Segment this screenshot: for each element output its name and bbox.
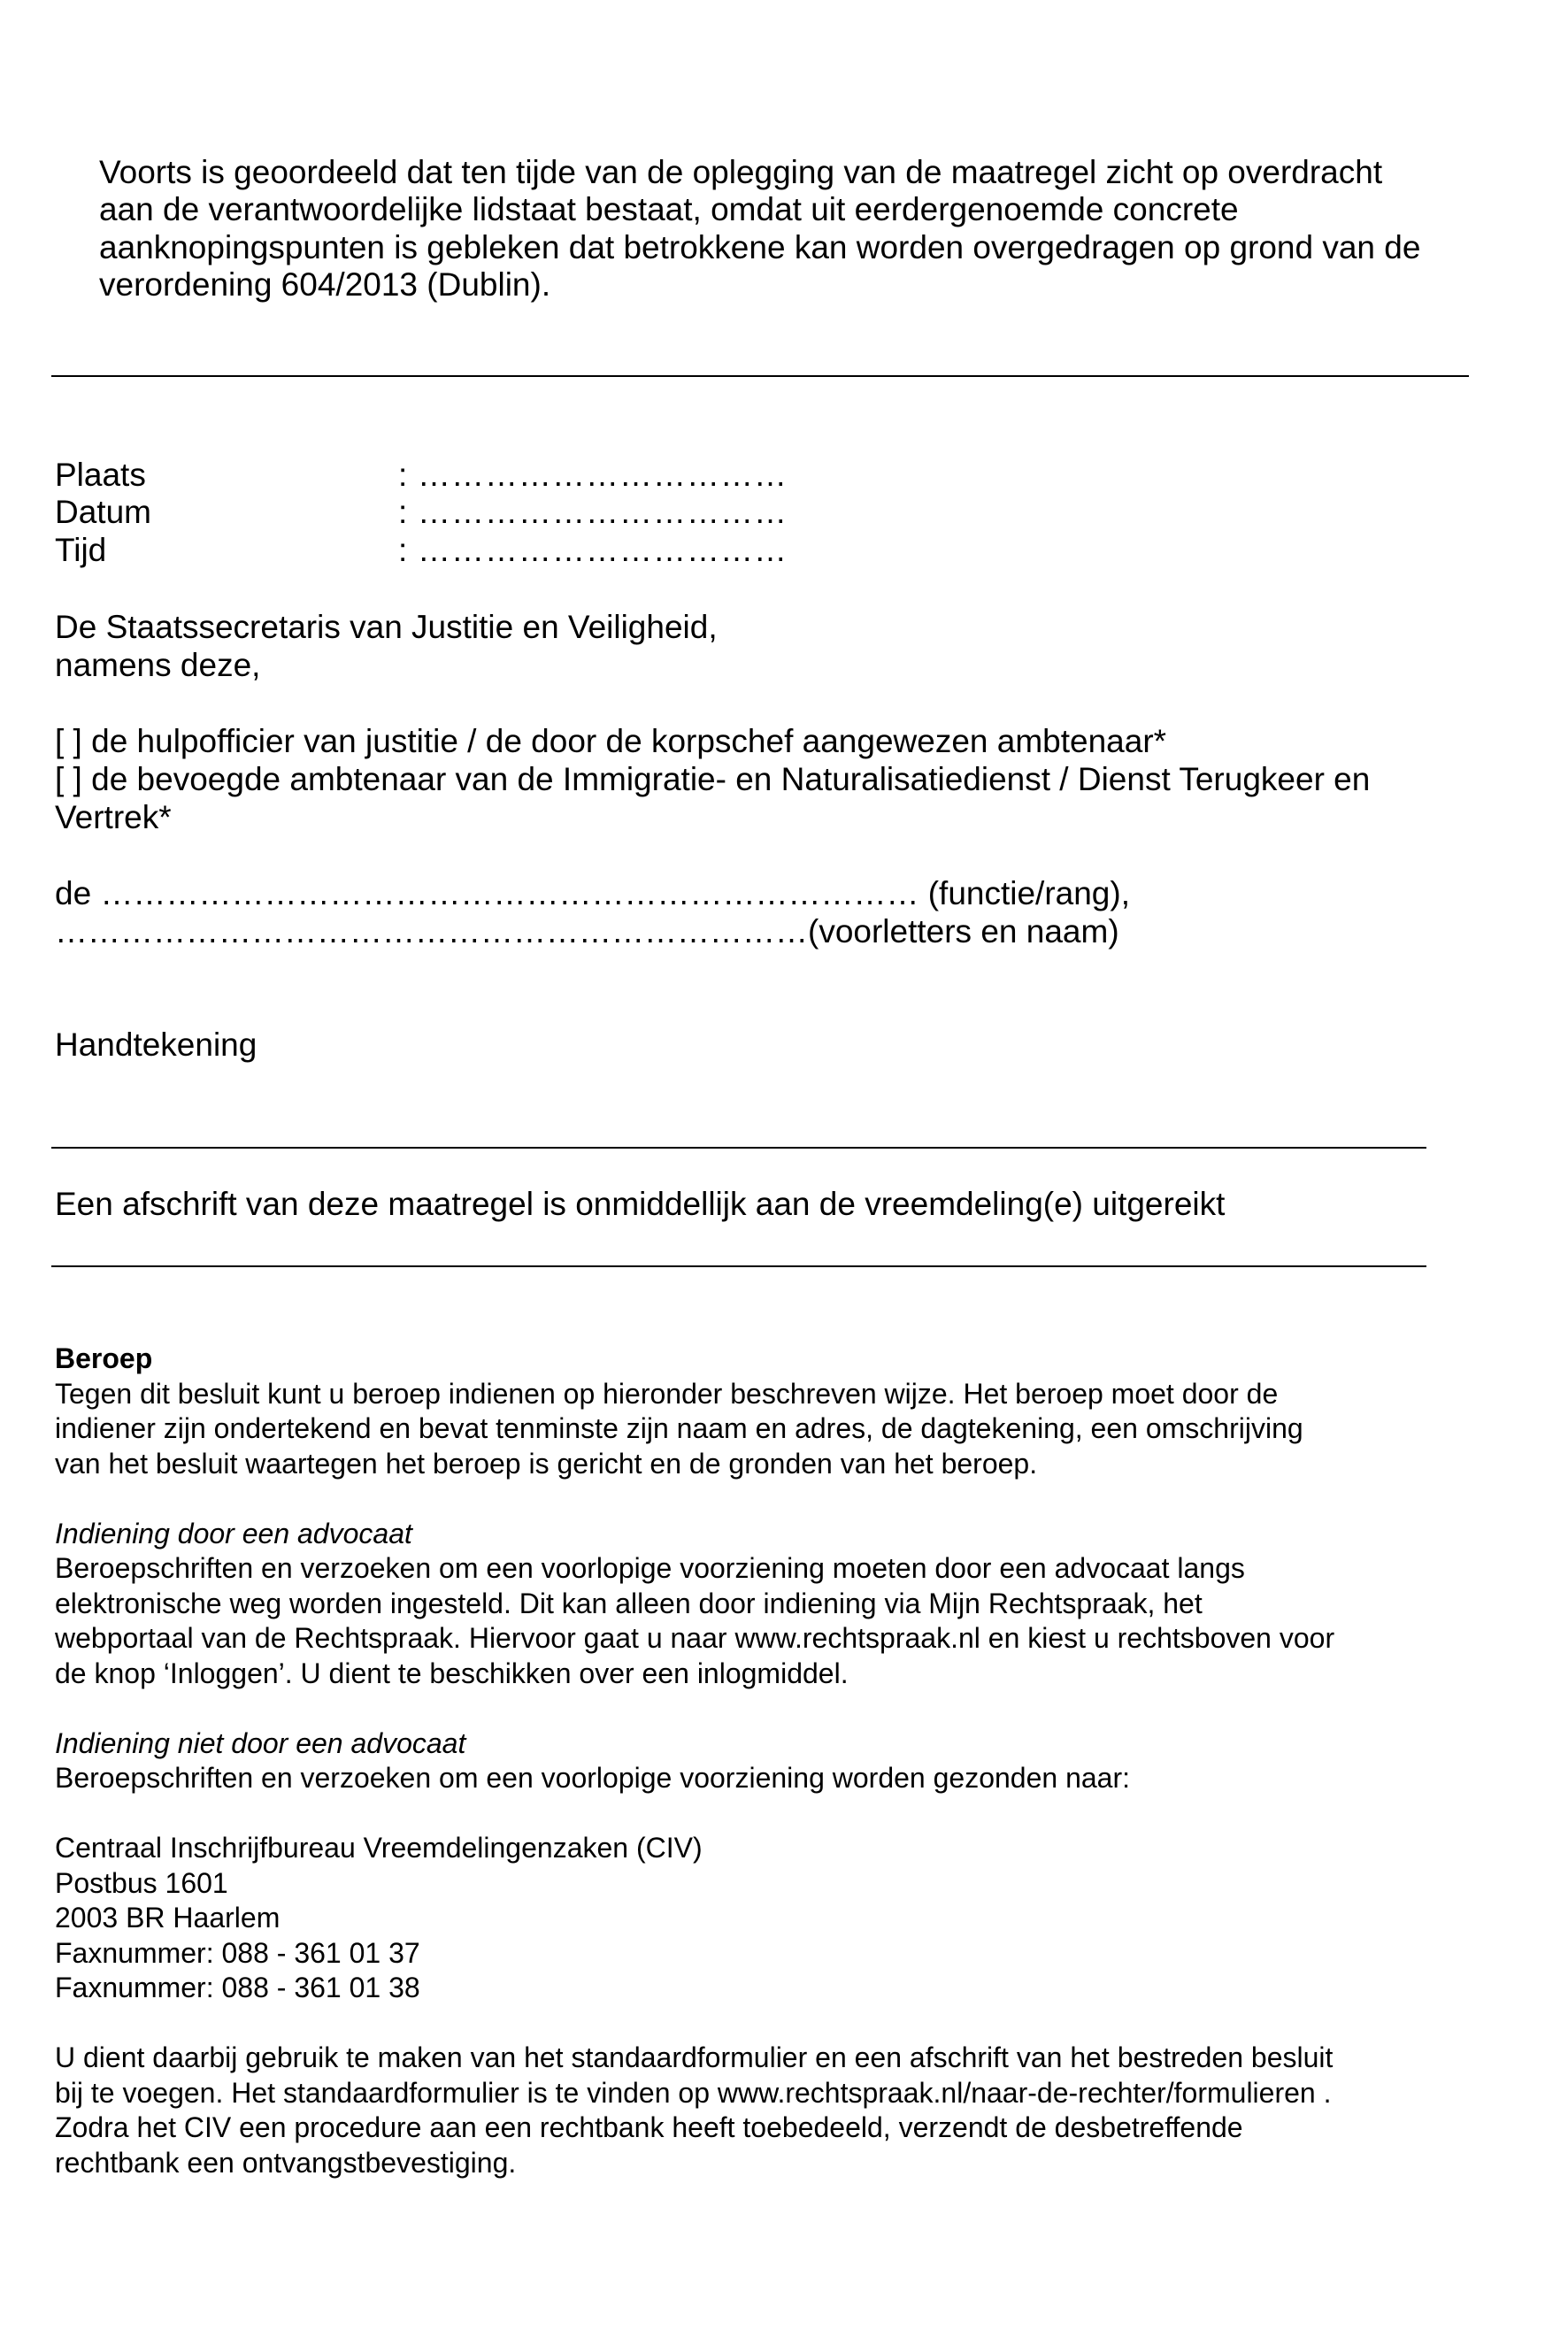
nonlawyer-heading: Indiening niet door een advocaat bbox=[55, 1727, 466, 1759]
divider-line bbox=[51, 375, 1469, 377]
appeal-text-line: van het besluit waartegen het beroep is gericht en de gronden van het beroep. bbox=[55, 1448, 1038, 1480]
lawyer-heading: Indiening door een advocaat bbox=[55, 1518, 412, 1549]
closing-line: Zodra het CIV een procedure aan een rechtbank heeft toebedeeld, verzendt de desbetreffende bbox=[55, 2111, 1243, 2143]
date-value-field[interactable]: …………………………… bbox=[418, 494, 788, 530]
function-field[interactable]: ………………………………………………………………… bbox=[100, 875, 919, 911]
intro-line: Voorts is geoordeeld dat ten tijde van de oplegging van de maatregel zicht op overdracht bbox=[99, 154, 1383, 190]
name-hint: (voorletters en naam) bbox=[808, 913, 1119, 950]
signature-line bbox=[51, 1147, 1426, 1149]
lawyer-text-line: elektronische weg worden ingesteld. Dit kan alleen door indiening via Mijn Rechtspraak, het bbox=[55, 1588, 1203, 1619]
address-line: Postbus 1601 bbox=[55, 1867, 228, 1899]
option-checkbox-hulpofficier[interactable]: [ ] de hulpofficier van justitie / de door de korpschef aangewezen ambtenaar* bbox=[55, 723, 1167, 759]
time-colon: : bbox=[398, 532, 408, 568]
official-name-line bbox=[55, 913, 1119, 950]
date-colon: : bbox=[398, 494, 408, 530]
closing-line: U dient daarbij gebruik te maken van het standaardformulier en een afschrift van het bestreden besluit bbox=[55, 2041, 1334, 2073]
lawyer-text-line: de knop ‘Inloggen’. U dient te beschikken over een inlogmiddel. bbox=[55, 1657, 849, 1689]
name-field[interactable]: …………………………………………………………… bbox=[55, 913, 808, 950]
appeal-text-line: indiener zijn ondertekend en bevat tenminste zijn naam en adres, de dagtekening, een omschrijving bbox=[55, 1412, 1303, 1444]
function-hint: (functie/rang), bbox=[927, 875, 1130, 911]
closing-line: bij te voegen. Het standaardformulier is te vinden op www.rechtspraak.nl/naar-de-rechter/formulieren . bbox=[55, 2077, 1332, 2109]
lawyer-text-line: Beroepschriften en verzoeken om een voorlopige voorziening moeten door een advocaat langs bbox=[55, 1552, 1245, 1584]
signatory-line: De Staatssecretaris van Justitie en Veiligheid, bbox=[55, 609, 718, 645]
divider-line bbox=[51, 1265, 1426, 1267]
copy-note: Een afschrift van deze maatregel is onmiddellijk aan de vreemdeling(e) uitgereikt bbox=[55, 1186, 1226, 1222]
lawyer-text-line: webportaal van de Rechtspraak. Hiervoor gaat u naar www.rechtspraak.nl en kiest u rechtsboven voor bbox=[55, 1622, 1335, 1654]
option-checkbox-ind-continued: Vertrek* bbox=[55, 799, 172, 835]
time-value-field[interactable]: …………………………… bbox=[418, 532, 788, 568]
nonlawyer-text: Beroepschriften en verzoeken om een voorlopige voorziening worden gezonden naar: bbox=[55, 1762, 1130, 1794]
intro-line: aan de verantwoordelijke lidstaat bestaat, omdat uit eerdergenoemde concrete bbox=[99, 191, 1239, 227]
date-label: Datum bbox=[55, 494, 151, 530]
fax-number: Faxnummer: 088 - 361 01 38 bbox=[55, 1972, 420, 2003]
time-label: Tijd bbox=[55, 532, 107, 568]
official-prefix: de bbox=[55, 875, 92, 911]
place-colon: : bbox=[398, 457, 408, 493]
address-line: 2003 BR Haarlem bbox=[55, 1902, 281, 1934]
appeal-heading: Beroep bbox=[55, 1342, 153, 1374]
signature-label: Handtekening bbox=[55, 1026, 257, 1063]
appeal-text-line: Tegen dit besluit kunt u beroep indienen op hieronder beschreven wijze. Het beroep moet door de bbox=[55, 1378, 1279, 1410]
address-line: Centraal Inschrijfbureau Vreemdelingenzaken (CIV) bbox=[55, 1832, 703, 1864]
intro-line: verordening 604/2013 (Dublin). bbox=[99, 266, 551, 303]
option-checkbox-ind[interactable]: [ ] de bevoegde ambtenaar van de Immigratie- en Naturalisatiedienst / Dienst Terugkeer en bbox=[55, 761, 1371, 797]
place-label: Plaats bbox=[55, 457, 146, 493]
place-value-field[interactable]: …………………………… bbox=[418, 457, 788, 493]
fax-number: Faxnummer: 088 - 361 01 37 bbox=[55, 1937, 420, 1969]
signatory-line: namens deze, bbox=[55, 647, 261, 683]
closing-line: rechtbank een ontvangstbevestiging. bbox=[55, 2147, 517, 2179]
intro-line: aanknopingspunten is gebleken dat betrokkene kan worden overgedragen op grond van de bbox=[99, 229, 1421, 265]
official-function-line bbox=[55, 875, 1130, 912]
